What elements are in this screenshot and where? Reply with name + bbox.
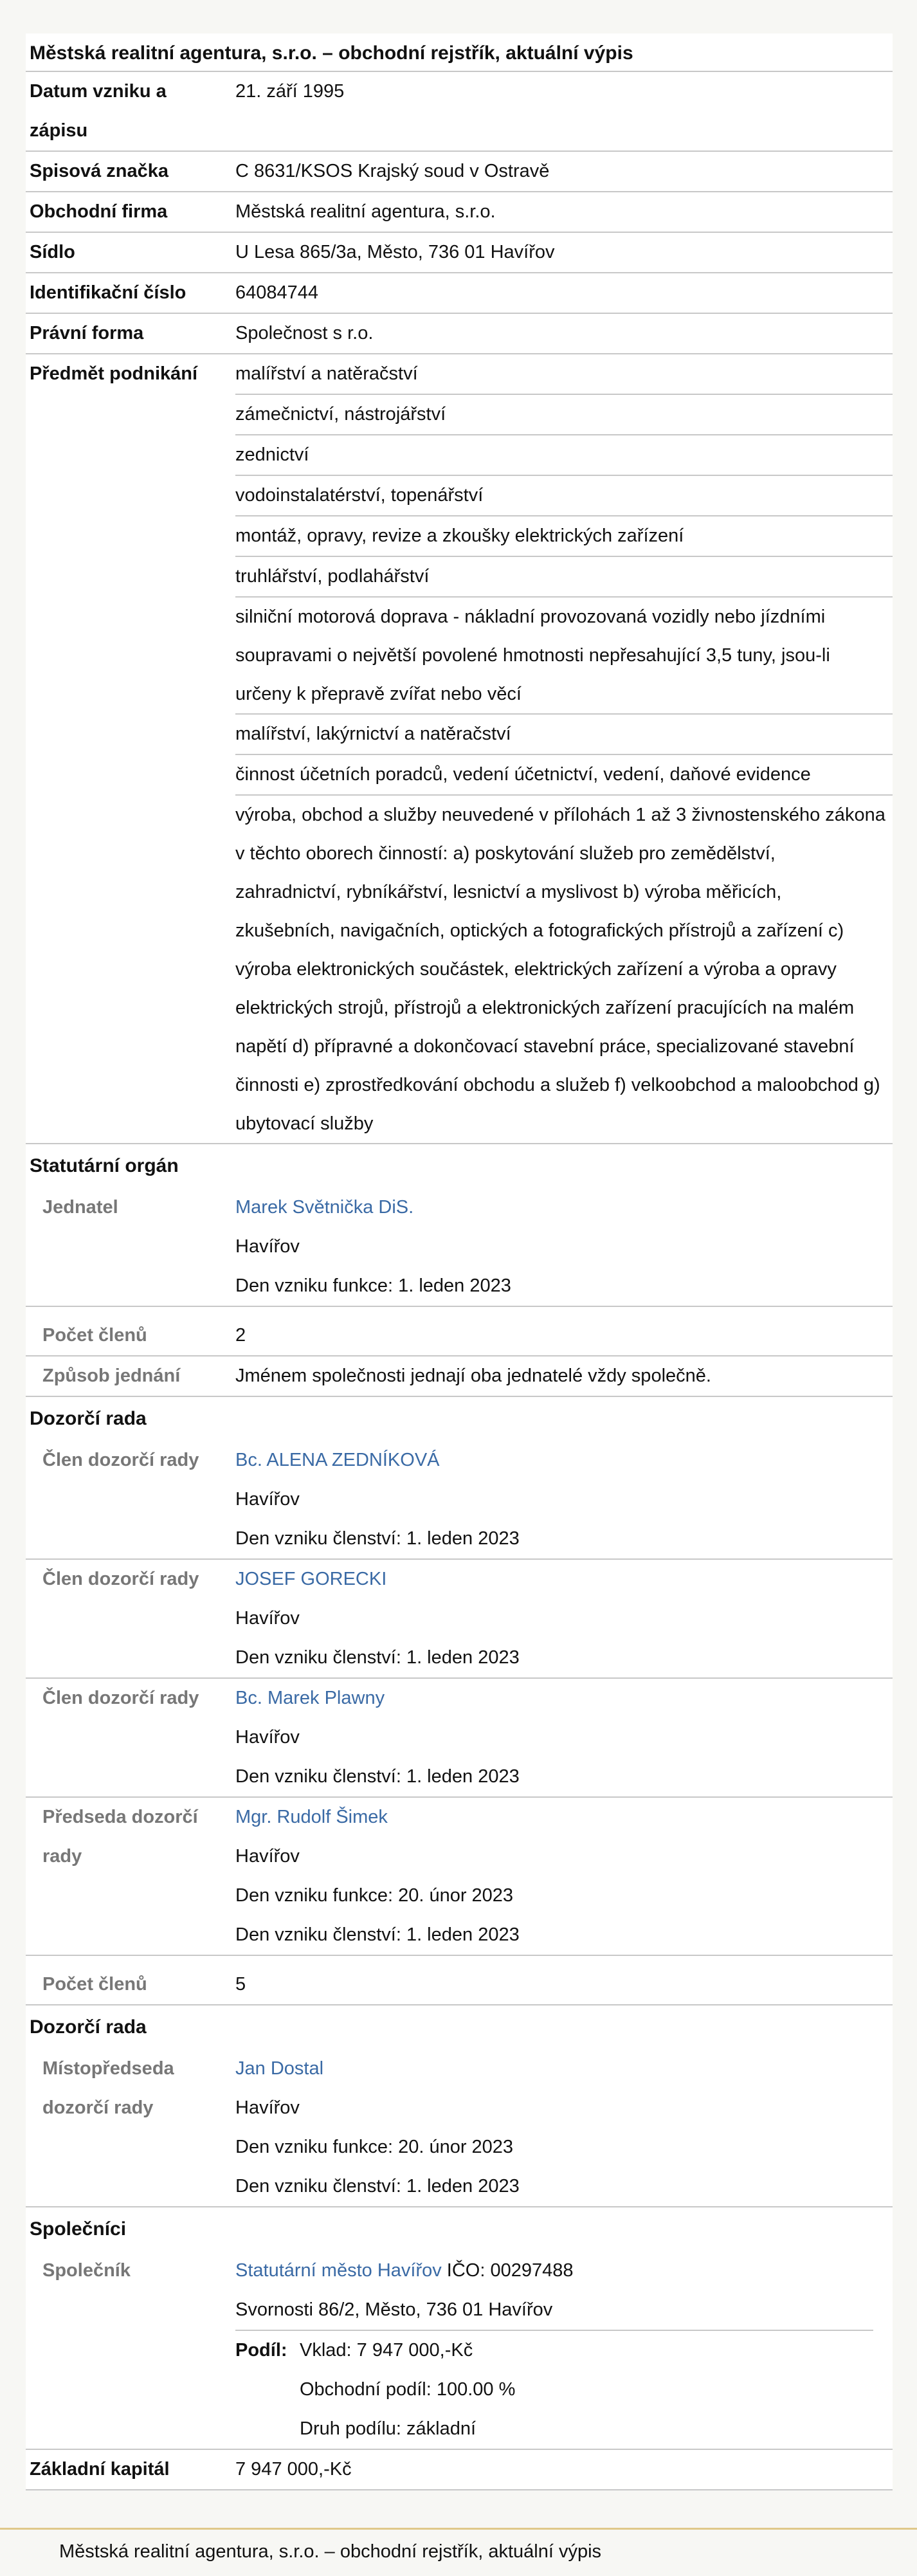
field-label: Sídlo [30, 242, 75, 262]
list-item: zámečnictví, nástrojářství [235, 395, 893, 435]
field-label: Předseda dozorčí rady [42, 1807, 198, 1867]
share-details [300, 2331, 515, 2449]
field-value: 2 [235, 1325, 246, 1346]
row-spolecnik [26, 2251, 893, 2450]
field-label: Člen dozorčí rady [42, 1450, 199, 1470]
shareholder-address: Svornosti 86/2, Město, 736 01 Havířov [235, 2299, 553, 2320]
field-value: 21. září 1995 [235, 81, 345, 102]
page-title: Městská realitní agentura, s.r.o. – obchodní rejstřík, aktuální výpis [26, 33, 893, 72]
share-block [235, 2330, 873, 2449]
field-value: U Lesa 865/3a, Město, 736 01 Havířov [235, 242, 555, 262]
field-value: 64084744 [235, 282, 319, 303]
list-item: zednictví [235, 435, 893, 476]
person-city: Havířov [235, 1608, 300, 1629]
person-date: Den vzniku funkce: 20. únor 2023 [235, 1885, 514, 1906]
shareholder-ico: IČO: 00297488 [441, 2260, 574, 2281]
person-link[interactable]: Jan Dostal [235, 2058, 324, 2079]
person-link[interactable]: JOSEF GORECKI [235, 1569, 387, 1589]
row-predseda-dozorci-rady [26, 1798, 893, 1956]
field-label: Obchodní firma [30, 201, 168, 222]
row-clen-dozorci-rady [26, 1441, 893, 1560]
row-sidlo [26, 233, 893, 273]
person-date: Den vzniku členství: 1. leden 2023 [235, 1766, 520, 1787]
row-obchodni-firma [26, 192, 893, 233]
person-block [235, 2049, 893, 2206]
field-label: Datum vzniku a zápisu [30, 81, 167, 141]
field-value: C 8631/KSOS Krajský soud v Ostravě [235, 161, 550, 181]
field-value: Jménem společnosti jednají oba jednatelé vždy společně. [235, 1366, 711, 1386]
person-block [235, 1679, 893, 1796]
list-item: silniční motorová doprava - nákladní provozovaná vozidly nebo jízdními soupravami o největší povolené hmotnosti nepřesahující 3,5 tuny, jsou-li určeny k přepravě zvířat nebo věcí [235, 598, 893, 715]
person-date: Den vzniku funkce: 1. leden 2023 [235, 1275, 511, 1296]
list-item: činnost účetních poradců, vedení účetnictví, vedení, daňové evidence [235, 755, 893, 796]
share-vklad: Vklad: 7 947 000,-Kč [300, 2340, 473, 2361]
list-item: výroba, obchod a služby neuvedené v přílohách 1 až 3 živnostenského zákona v těchto oborech činností: a) poskytování služeb pro zemědělství, zahradnictví, rybníkářství, lesnictví a myslivost b) výroba měřicích, zkušebních, navigačních, optických a fotografických přístrojů a zařízení c) výroba elektronických součástek, elektrických zařízení a výroba a opravy elektrických strojů, přístrojů a elektronických zařízení pracujících na malém napětí d) přípravné a dokončovací stavební práce, specializované stavební činnosti e) zprostředkování obchodu a služeb f) velkoobchod a maloobchod g) ubytovací služby [235, 805, 885, 1134]
section-heading: Dozorčí rada [30, 2016, 147, 2038]
share-label: Podíl: [235, 2340, 287, 2361]
field-label: Člen dozorčí rady [42, 1688, 199, 1708]
list-item: truhlářství, podlahářství [235, 557, 893, 598]
row-pocet-clenu [26, 1316, 893, 1357]
row-clen-dozorci-rady [26, 1560, 893, 1679]
person-city: Havířov [235, 2097, 300, 2118]
person-date: Den vzniku členství: 1. leden 2023 [235, 2176, 520, 2197]
field-label: Společník [42, 2260, 131, 2281]
person-date: Den vzniku členství: 1. leden 2023 [235, 1528, 520, 1549]
person-date: Den vzniku členství: 1. leden 2023 [235, 1647, 520, 1668]
row-clen-dozorci-rady [26, 1679, 893, 1798]
field-value: Společnost s r.o. [235, 323, 374, 343]
field-label: Základní kapitál [30, 2459, 170, 2480]
shareholder-block [235, 2251, 893, 2449]
registry-extract [26, 33, 893, 2490]
person-city: Havířov [235, 1236, 300, 1257]
share-druh: Druh podílu: základní [300, 2418, 477, 2439]
list-item: vodoinstalatérství, topenářství [235, 476, 893, 516]
row-spisova-znacka [26, 152, 893, 192]
person-city: Havířov [235, 1489, 300, 1510]
row-pravni-forma [26, 314, 893, 354]
row-jednatel [26, 1188, 893, 1307]
field-label: Počet členů [42, 1974, 147, 1995]
person-date: Den vzniku funkce: 20. únor 2023 [235, 2137, 514, 2157]
share-obchodni-podil: Obchodní podíl: 100.00 % [300, 2379, 516, 2400]
section-heading: Statutární orgán [30, 1155, 179, 1176]
field-label: Jednatel [42, 1197, 118, 1218]
list-item: malířství a natěračství [235, 354, 893, 395]
person-city: Havířov [235, 1846, 300, 1867]
row-ico [26, 273, 893, 314]
field-label: Právní forma [30, 323, 144, 343]
predmet-list [235, 354, 893, 1143]
person-block [235, 1798, 893, 1955]
field-value: 5 [235, 1974, 246, 1995]
field-label: Předmět podnikání [30, 363, 198, 384]
row-mistopredseda [26, 2049, 893, 2207]
person-block [235, 1441, 893, 1558]
person-block [235, 1560, 893, 1677]
field-value: 7 947 000,-Kč [235, 2459, 352, 2480]
field-label: Způsob jednání [42, 1366, 181, 1386]
row-pocet-clenu [26, 1965, 893, 2005]
row-datum-vzniku [26, 72, 893, 152]
field-label: Člen dozorčí rady [42, 1569, 199, 1589]
shareholder-link[interactable]: Statutární město Havířov [235, 2260, 442, 2281]
field-label: Počet členů [42, 1325, 147, 1346]
section-heading: Společníci [30, 2218, 127, 2240]
person-block [235, 1188, 893, 1306]
shareholder-line [235, 2251, 893, 2290]
person-date: Den vzniku členství: 1. leden 2023 [235, 1924, 520, 1945]
footer-title: Městská realitní agentura, s.r.o. – obchodní rejstřík, aktuální výpis [59, 2541, 602, 2562]
footer [0, 2528, 917, 2576]
person-link[interactable]: Mgr. Rudolf Šimek [235, 1807, 388, 1827]
field-value: Městská realitní agentura, s.r.o. [235, 201, 496, 222]
row-predmet-podnikani [26, 354, 893, 1144]
person-link[interactable]: Bc. Marek Plawny [235, 1688, 385, 1708]
section-heading: Dozorčí rada [30, 1408, 147, 1429]
list-item: malířství, lakýrnictví a natěračství [235, 715, 893, 755]
row-zakladni-kapital [26, 2450, 893, 2490]
row-zpusob-jednani [26, 1357, 893, 1397]
person-link[interactable]: Bc. ALENA ZEDNÍKOVÁ [235, 1450, 440, 1470]
field-label: Identifikační číslo [30, 282, 186, 303]
person-link[interactable]: Marek Světnička DiS. [235, 1197, 414, 1218]
list-item: montáž, opravy, revize a zkoušky elektrických zařízení [235, 516, 893, 557]
field-label: Spisová značka [30, 161, 168, 181]
field-label: Místopředseda dozorčí rady [42, 2058, 174, 2118]
person-city: Havířov [235, 1727, 300, 1748]
